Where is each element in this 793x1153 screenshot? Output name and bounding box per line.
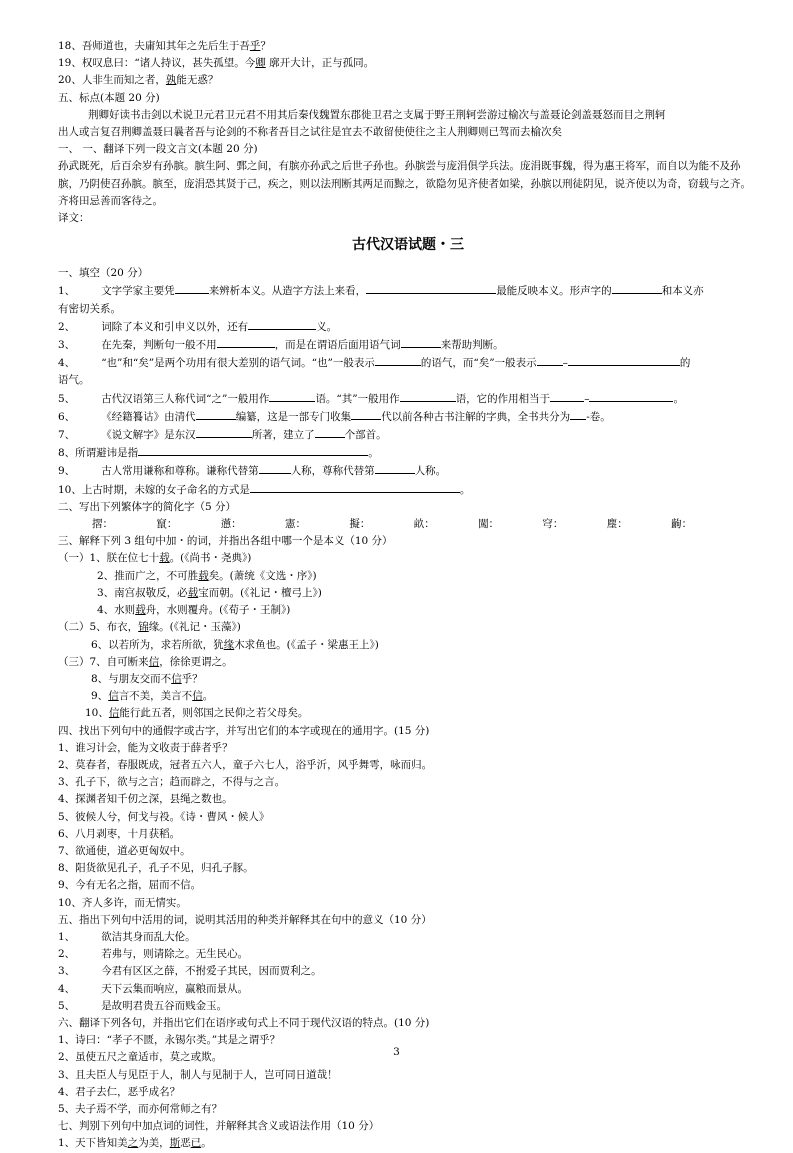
list-item: 8、阳货欲见孔子，孔子不见，归孔子豚。 xyxy=(58,862,254,875)
marked-word: 信 xyxy=(108,690,119,703)
answer-blank[interactable] xyxy=(375,462,415,474)
marked-word: 载 xyxy=(135,604,146,617)
fill-question-4: 4、 “也”和“矣”是两个功用有很大差别的语气词。“也”一般表示 的语气，而“矣”一般表示 – 的 xyxy=(58,354,758,372)
list-item: 1、谁习计会，能为文收责于薛者乎？ xyxy=(58,741,233,754)
marked-word: 信 xyxy=(148,655,160,668)
traditional-char: 竄： xyxy=(156,518,178,531)
section-heading: 五、标点(本题 20 分) xyxy=(58,91,160,104)
section-heading: 二、写出下列繁体字的简化字（5 分） xyxy=(58,500,237,513)
punctuation-text-line: 荆卿好读书击剑以术说卫元君卫元君不用其后秦伐魏置东郡徙卫君之支属于野王荆轲尝游过榆次与盖聂论剑盖聂怒而目之荆轲 xyxy=(88,108,666,121)
list-item: 1、诗曰：“孝子不匮，永锡尔类。”其是之谓乎？ xyxy=(58,1034,281,1047)
fill-question-9: 9、 古人常用谦称和尊称。谦称代替第 人称，尊称代替第 人称。 xyxy=(58,462,758,480)
traditional-char: 摺： xyxy=(92,518,113,531)
question-line: 2、推而广之，不可胜载矣。(萧统《文选・序》) xyxy=(97,569,317,582)
marked-word: 载 xyxy=(198,569,209,582)
marked-word: 孰 xyxy=(165,74,177,87)
marked-word: 信 xyxy=(171,672,182,685)
list-item: 5、彼候人兮，何戈与祋。《诗・曹风・候人》 xyxy=(58,810,270,823)
answer-blank[interactable] xyxy=(589,390,673,402)
marked-word: 之 xyxy=(127,1137,139,1150)
list-item: 4、君子去仁，恶乎成名？ xyxy=(58,1085,181,1098)
fill-question-10: 10、上古时期，未嫁的女子命名的方式是 。 xyxy=(58,481,758,499)
answer-blank[interactable] xyxy=(248,318,316,330)
traditional-char: 穹： xyxy=(542,518,564,531)
document-page: 18、吾师道也，夫庸知其年之先后生于吾乎？ 19、权叹息曰：“诸人持议，甚失孤望。今卿 廓开大计，正与孤同。 20、人非生而知之者，孰能无惑？ 五、标点(本题 20 分) 荆卿好读书击剑以术说卫元君卫元君不用其后秦伐魏置东郡徙卫君之支属于野王荆轲尝游过榆次与盖聂论剑盖聂怒而目之荆轲 出人或言复召荆卿盖聂曰曩者吾与论剑的不称者吾目之试往是宜去不敢留使使往之主人荆卿则已驾而去榆次矣 一、 一、翻译下列一段文言文(本题 20 分) 孙武既死，后百余岁有孙膑。膑生阿、鄄之间，有膑亦孙武之后世子孙也。孙膑尝与庞涓俱学兵法。庞涓既事魏，得为惠王将军，而自以为能不及孙膑，乃阴使召孙膑。膑至，庞涓恐其贤于己，疾之，则以法刑断其两足而黥之，欲隐勿见齐使者如梁，孙膑以刑徒阴见，说齐使以为奇，窃载与之齐。齐将田忌善而客待之。 译文： 古代汉语试题・三 一、填空（20 分） 1、 文字学家主要凭 来辨析本义。从造字方法上来看， 最能反映本义。形声字的 和本义亦 有密切关系。 2、 词除了本义和引申义以外，还有 义。 3、 在先秦，判断句一般不用 ，而是在谓语后面用语气词 来帮助判断。 4、 “也”和“矣”是两个功用有很大差别的语气词。“也”一般表示 的语气，而“矣”一般表示 – 的 语气。 5、 古代汉语第三人称代词“之”一般用作 语。“其”一般用作 语，它的作用相当于 – 。 6、 《经籍籑诂》由清代 编纂，这是一部专门收集 代以前各种古书注解的字典，全书共分为 -卷。 7、 《说文解字》是东汉 所著，建立了 个部首。 8、所谓避讳是指 。 9、 古人常用谦称和尊称。谦称代替第 人称，尊称代替第 人称。 10、上古时期，未嫁的女子命名的方式是 。 二、写出下列繁体字的简化字（5 分） 摺： 竄： 懣： 憲： 擬： 畝： 闖： 穹： 塵： 齣： 三、解释下列 3 组句中加・的词，并指出各组中哪一个是本义（10 分） （一）1、朕在位七十载。(《尚书・尧典》) 2、推而广之，不可胜载矣。(萧统《文选・序》) 3、南宫叔敬反，必载宝而朝。(《礼记・檀弓上》) 4、水则载舟，水则覆舟。(《荀子・王制》) （二）5、布衣，锦缘。(《礼记・玉藻》) 6、以若所为，求若所欲，犹缘木求鱼也。(《孟子・梁惠王上》) （三）7、自可断来信，徐徐更谓之。 8、与朋友交而不信乎？ 9、信言不美，美言不信。 10、信能行此五者，则邻国之民仰之若父母矣。 四、找出下列句中的通假字或古字，并写出它们的本字或现在的通用字。(15 分) 1、谁习计会，能为文收责于薛者乎？ 2、莫春者，春服既成，冠者五六人，童子六七人，浴乎沂，风乎舞雩，咏而归。 3、孔子下，欲与之言；趋而辟之，不得与之言。 4、探渊者知千仞之深，县绳之数也。 5、彼候人兮，何戈与祋。《诗・曹风・候人》 6、八月剥枣，十月获稻。 7、欲通使，道必更匈奴中。 8、阳货欲见孔子，孔子不见，归孔子豚。 9、今有无名之指，屈而不信。 10、齐人多许，而无情实。 五、指出下列句中活用的词，说明其活用的种类并解释其在句中的意义（10 分） 1、 欲洁其身而乱大伦。 2、 若弗与，则请除之。无生民心。 3、 今君有区区之薛，不拊爱子其民，因而贾利之。 4、 天下云集而响应，赢粮而景从。 5、 是故明君贵五谷而贱金玉。 六、翻译下列各句，并指出它们在语序或句式上不同于现代汉语的特点。(10 分) 1、诗曰：“孝子不匮，永锡尔类。”其是之谓乎？ 2、虽使五尺之童适市，莫之或欺。 3、且夫臣人与见臣于人，制人与见制于人，岂可同日道哉！ 4、君子去仁，恶乎成名？ 5、夫子焉不学，而亦何常师之有？ 七、判别下列句中加点词的词性，并解释其含义或语法作用（10 分） 1、天下皆知美之为美，斯恶已。 xyxy=(58,38,758,1153)
list-item: 5、夫子焉不学，而亦何常师之有？ xyxy=(58,1102,223,1115)
list-item: 2、莫春者，春服既成，冠者五六人，童子六七人，浴乎沂，风乎舞雩，咏而归。 xyxy=(58,758,433,771)
marked-word: 乎 xyxy=(249,40,261,52)
answer-blank[interactable] xyxy=(315,426,345,438)
list-item: 7、欲通使，道必更匈奴中。 xyxy=(58,844,191,857)
marked-word: 卿 xyxy=(255,57,266,70)
answer-blank[interactable] xyxy=(570,408,586,420)
section-heading: 七、判别下列句中加点词的词性，并解释其含义或语法作用（10 分） xyxy=(58,1120,380,1133)
traditional-char: 擬： xyxy=(349,518,371,531)
traditional-char: 闖： xyxy=(478,518,500,531)
answer-blank[interactable] xyxy=(351,408,381,420)
marked-word: 锦 xyxy=(138,621,149,634)
fill-question-6: 6、 《经籍籑诂》由清代 编纂，这是一部专门收集 代以前各种古书注解的字典，全书共分为 -卷。 xyxy=(58,408,758,426)
page-number: 3 xyxy=(393,1046,400,1058)
traditional-char: 憲： xyxy=(285,518,307,531)
answer-blank[interactable] xyxy=(138,444,368,456)
answer-blank[interactable] xyxy=(196,408,236,420)
list-item: 3、 今君有区区之薛，不拊爱子其民，因而贾利之。 xyxy=(58,965,322,978)
classical-passage: 孙武既死，后百余岁有孙膑。膑生阿、鄄之间，有膑亦孙武之后世子孙也。孙膑尝与庞涓俱学兵法。庞涓既事魏，得为惠王将军，而自以为能不及孙膑，乃阴使召孙膑。膑至，庞涓恐其贤于己，疾之，则以法刑断其两足而黥之，欲隐勿见齐使者如梁，孙膑以刑徒阴见，说齐使以为奇，窃载与之齐。齐将田忌善而客待之。 xyxy=(58,160,751,207)
answer-blank[interactable] xyxy=(366,282,496,294)
answer-blank[interactable] xyxy=(401,336,441,348)
answer-blank[interactable] xyxy=(400,390,456,402)
question-line: 10、信能行此五者，则邻国之民仰之若父母矣。 xyxy=(85,707,309,720)
section-heading: 三、解释下列 3 组句中加・的词，并指出各组中哪一个是本义（10 分） xyxy=(58,535,393,548)
list-item: 4、探渊者知千仞之深，县绳之数也。 xyxy=(58,793,233,806)
question-19: 19、权叹息曰：“诸人持议，甚失孤望。今卿 廓开大计，正与孤同。 xyxy=(58,57,375,70)
marked-word: 载 xyxy=(159,552,170,565)
fill-question-3: 3、 在先秦，判断句一般不用 ，而是在谓语后面用语气词 来帮助判断。 xyxy=(58,336,758,354)
answer-blank[interactable] xyxy=(259,462,291,474)
list-item: 6、八月剥枣，十月获稻。 xyxy=(58,827,181,840)
section-heading: 五、指出下列句中活用的词，说明其活用的种类并解释其在句中的意义（10 分） xyxy=(58,913,432,926)
answer-blank[interactable] xyxy=(612,282,662,294)
answer-blank[interactable] xyxy=(568,354,680,366)
answer-blank[interactable] xyxy=(217,336,275,348)
translation-label: 译文： xyxy=(58,212,90,225)
marked-word: 信 xyxy=(192,690,203,703)
question-line: （一）1、朕在位七十载。(《尚书・尧典》) xyxy=(58,552,252,565)
question-line: （二）5、布衣，锦缘。(《礼记・玉藻》) xyxy=(58,621,241,634)
fill-question-2: 2、 词除了本义和引申义以外，还有 义。 xyxy=(58,318,758,336)
question-line: 4、水则载舟，水则覆舟。(《荀子・王制》) xyxy=(97,604,291,617)
list-item: 3、且夫臣人与见臣于人，制人与见制于人，岂可同日道哉！ xyxy=(58,1068,338,1081)
question-20: 20、人非生而知之者，孰能无惑？ xyxy=(58,74,219,87)
section-heading: 一、填空（20 分） xyxy=(58,267,149,280)
question-line: 6、以若所为，求若所欲，犹缘木求鱼也。(《孟子・梁惠王上》) xyxy=(91,638,379,651)
answer-blank[interactable] xyxy=(175,282,209,294)
traditional-char-list xyxy=(58,516,758,533)
fill-question-5: 5、 古代汉语第三人称代词“之”一般用作 语。“其”一般用作 语，它的作用相当于 – 。 xyxy=(58,390,758,408)
question-line: 3、南宫叔敬反，必载宝而朝。(《礼记・檀弓上》) xyxy=(97,586,322,599)
answer-blank[interactable] xyxy=(196,426,252,438)
list-item: 3、孔子下，欲与之言；趋而辟之，不得与之言。 xyxy=(58,776,286,789)
question-18: 18、吾师道也，夫庸知其年之先后生于吾乎？ xyxy=(58,40,271,52)
answer-blank[interactable] xyxy=(375,354,421,366)
list-item: 9、今有无名之指，屈而不信。 xyxy=(58,879,202,892)
question-line: 8、与朋友交而不信乎？ xyxy=(91,672,203,685)
question-line: （三）7、自可断来信，徐徐更谓之。 xyxy=(58,655,233,668)
section-heading: 一、 一、翻译下列一段文言文(本题 20 分) xyxy=(58,143,258,156)
section-heading: 四、找出下列句中的通假字或古字，并写出它们的本字或现在的通用字。(15 分) xyxy=(58,724,430,737)
answer-blank[interactable] xyxy=(269,390,315,402)
marked-word: 载 xyxy=(187,586,199,599)
marked-word: 已 xyxy=(190,1137,202,1150)
traditional-char: 齣： xyxy=(671,518,693,531)
list-item: 4、 天下云集而响应，赢粮而景从。 xyxy=(58,982,249,995)
marked-word: 斯 xyxy=(169,1137,181,1150)
marked-word: 信 xyxy=(108,707,120,720)
fill-question-1: 1、 文字学家主要凭 来辨析本义。从造字方法上来看， 最能反映本义。形声字的 和本义亦 xyxy=(58,282,758,300)
section-heading: 六、翻译下列各句，并指出它们在语序或句式上不同于现代汉语的特点。(10 分) xyxy=(58,1016,430,1029)
marked-word: 缘 xyxy=(223,638,235,651)
question-line: 9、信言不美，美言不信。 xyxy=(91,690,214,703)
traditional-char: 塵： xyxy=(606,518,628,531)
list-item: 1、 欲洁其身而乱大伦。 xyxy=(58,930,196,943)
page-title: 古代汉语试题・三 xyxy=(352,237,464,254)
list-item: 10、齐人多许，而无情实。 xyxy=(58,896,187,909)
fill-question-7: 7、 《说文解字》是东汉 所著，建立了 个部首。 xyxy=(58,426,758,444)
traditional-char: 畝： xyxy=(413,518,435,531)
answer-blank[interactable] xyxy=(550,390,584,402)
traditional-char: 懣： xyxy=(220,518,242,531)
punctuation-text-line: 出人或言复召荆卿盖聂曰曩者吾与论剑的不称者吾目之试往是宜去不敢留使使往之主人荆卿则已驾而去榆次矣 xyxy=(58,126,562,139)
list-item: 2、虽使五尺之童适市，莫之或欺。 xyxy=(58,1051,223,1064)
answer-blank[interactable] xyxy=(250,481,460,493)
list-item: 2、 若弗与，则请除之。无生民心。 xyxy=(58,948,249,961)
answer-blank[interactable] xyxy=(537,354,563,366)
list-item: 1、天下皆知美之为美，斯恶已。 xyxy=(58,1137,212,1150)
fill-question-8: 8、所谓避讳是指 。 xyxy=(58,444,758,462)
list-item: 5、 是故明君贵五谷而贱金玉。 xyxy=(58,999,228,1012)
